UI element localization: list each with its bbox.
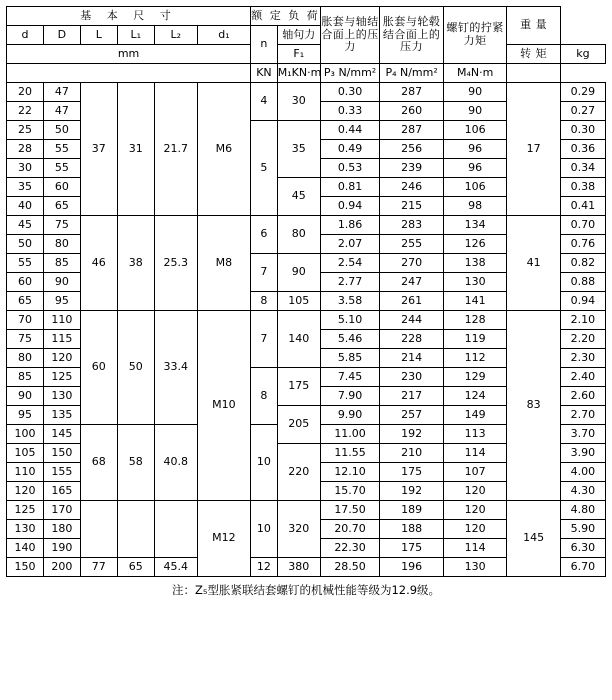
- cell-p3: 230: [380, 368, 444, 387]
- cell-d: 25: [7, 121, 44, 140]
- cell-d: 35: [7, 178, 44, 197]
- cell-D: 47: [43, 83, 80, 102]
- cell-p4: 98: [443, 197, 507, 216]
- cell-p3: 287: [380, 83, 444, 102]
- cell-d: 105: [7, 444, 44, 463]
- cell-L2: 21.7: [154, 83, 197, 216]
- cell-torque: 2.54: [320, 254, 379, 273]
- cell-p4: 107: [443, 463, 507, 482]
- cell-p3: 246: [380, 178, 444, 197]
- cell-d: 100: [7, 425, 44, 444]
- cell-p3: 214: [380, 349, 444, 368]
- cell-kg: 0.70: [560, 216, 605, 235]
- cell-torque: 1.86: [320, 216, 379, 235]
- cell-D: 130: [43, 387, 80, 406]
- cell-p3: 175: [380, 463, 444, 482]
- header-D: D: [43, 26, 80, 45]
- cell-torque: 5.10: [320, 311, 379, 330]
- cell-p4: 126: [443, 235, 507, 254]
- cell-D: 47: [43, 102, 80, 121]
- cell-d: 95: [7, 406, 44, 425]
- cell-torque: 5.85: [320, 349, 379, 368]
- cell-kg: 6.30: [560, 539, 605, 558]
- header-screw-symbol: M₄N·m: [443, 64, 507, 83]
- cell-D: 55: [43, 140, 80, 159]
- cell-F1: 45: [277, 178, 320, 216]
- cell-L: 68: [80, 425, 117, 501]
- cell-n: 12: [251, 558, 278, 577]
- cell-d: 90: [7, 387, 44, 406]
- header-torque-symbol: M₁KN·m: [277, 64, 320, 83]
- header-spacer: [7, 64, 251, 83]
- cell-torque: 11.00: [320, 425, 379, 444]
- header-axial-symbol: F₁: [277, 45, 320, 64]
- cell-p4: 113: [443, 425, 507, 444]
- header-d1: d₁: [197, 26, 250, 45]
- cell-D: 180: [43, 520, 80, 539]
- cell-torque: 9.90: [320, 406, 379, 425]
- cell-p4: 128: [443, 311, 507, 330]
- cell-d: 50: [7, 235, 44, 254]
- cell-d: 85: [7, 368, 44, 387]
- cell-p3: 192: [380, 482, 444, 501]
- cell-p4: 114: [443, 539, 507, 558]
- cell-d: 140: [7, 539, 44, 558]
- cell-p4: 124: [443, 387, 507, 406]
- cell-p3: 192: [380, 425, 444, 444]
- cell-L1: 38: [117, 216, 154, 311]
- cell-kg: 0.38: [560, 178, 605, 197]
- cell-torque: 0.44: [320, 121, 379, 140]
- cell-torque: 3.58: [320, 292, 379, 311]
- cell-L1: 31: [117, 83, 154, 216]
- cell-n: 4: [251, 83, 278, 121]
- table-row: [7, 83, 606, 102]
- cell-p4: 120: [443, 482, 507, 501]
- cell-M4: 41: [507, 216, 560, 311]
- cell-p3: 215: [380, 197, 444, 216]
- cell-kg: 2.70: [560, 406, 605, 425]
- cell-d: 40: [7, 197, 44, 216]
- cell-p3: 270: [380, 254, 444, 273]
- cell-kg: 0.76: [560, 235, 605, 254]
- cell-kg: 0.41: [560, 197, 605, 216]
- header-L1: L₁: [117, 26, 154, 45]
- cell-p3: 196: [380, 558, 444, 577]
- cell-p3: 217: [380, 387, 444, 406]
- header-torque: 转 矩: [507, 45, 560, 64]
- header-row-1: [7, 7, 606, 26]
- cell-p3: 261: [380, 292, 444, 311]
- cell-d: 150: [7, 558, 44, 577]
- cell-F1: 205: [277, 406, 320, 444]
- cell-L: 37: [80, 83, 117, 216]
- cell-L1-empty: [117, 501, 154, 558]
- cell-torque: 0.81: [320, 178, 379, 197]
- cell-D: 145: [43, 425, 80, 444]
- cell-D: 120: [43, 349, 80, 368]
- cell-torque: 0.53: [320, 159, 379, 178]
- cell-torque: 2.77: [320, 273, 379, 292]
- cell-F1: 220: [277, 444, 320, 501]
- cell-D: 170: [43, 501, 80, 520]
- cell-kg: 2.20: [560, 330, 605, 349]
- cell-p3: 247: [380, 273, 444, 292]
- cell-kg: 2.40: [560, 368, 605, 387]
- cell-kg: 2.60: [560, 387, 605, 406]
- cell-n: 5: [251, 121, 278, 216]
- cell-kg: 5.90: [560, 520, 605, 539]
- cell-F1: 80: [277, 216, 320, 254]
- cell-D: 155: [43, 463, 80, 482]
- cell-L2: 33.4: [154, 311, 197, 425]
- cell-p3: 257: [380, 406, 444, 425]
- header-axial-unit: KN: [251, 64, 278, 83]
- cell-D: 50: [43, 121, 80, 140]
- header-p3: 胀套与轴结合面上的压力: [320, 7, 379, 64]
- cell-D: 200: [43, 558, 80, 577]
- cell-torque: 11.55: [320, 444, 379, 463]
- cell-p3: 244: [380, 311, 444, 330]
- cell-torque: 5.46: [320, 330, 379, 349]
- header-n: n: [251, 26, 278, 64]
- cell-p4: 138: [443, 254, 507, 273]
- cell-d1: M10: [197, 311, 250, 501]
- cell-L: 60: [80, 311, 117, 425]
- cell-torque: 0.49: [320, 140, 379, 159]
- cell-kg: 0.88: [560, 273, 605, 292]
- cell-D: 95: [43, 292, 80, 311]
- header-screw-torque: 螺钉的拧紧力矩: [443, 7, 507, 64]
- cell-p4: 129: [443, 368, 507, 387]
- cell-d: 75: [7, 330, 44, 349]
- cell-D: 60: [43, 178, 80, 197]
- cell-L1: 65: [117, 558, 154, 577]
- cell-torque: 7.45: [320, 368, 379, 387]
- cell-p3: 175: [380, 539, 444, 558]
- cell-F1: 380: [277, 558, 320, 577]
- cell-L2: 45.4: [154, 558, 197, 577]
- header-group-load: 额 定 负 荷: [251, 7, 321, 26]
- header-weight-unit: kg: [560, 45, 605, 64]
- cell-kg: 4.00: [560, 463, 605, 482]
- cell-p3: 256: [380, 140, 444, 159]
- cell-d: 20: [7, 83, 44, 102]
- cell-d: 45: [7, 216, 44, 235]
- cell-L2: 40.8: [154, 425, 197, 501]
- cell-n: 8: [251, 368, 278, 425]
- header-d: d: [7, 26, 44, 45]
- cell-M4: 17: [507, 83, 560, 216]
- cell-D: 135: [43, 406, 80, 425]
- cell-d1: M6: [197, 83, 250, 216]
- cell-d: 125: [7, 501, 44, 520]
- header-p3-symbol: P₃ N/mm²: [320, 64, 379, 83]
- cell-p4: 119: [443, 330, 507, 349]
- cell-p3: 255: [380, 235, 444, 254]
- table-row: [7, 501, 606, 520]
- header-unit-mm: mm: [7, 45, 251, 64]
- cell-p4: 120: [443, 501, 507, 520]
- cell-F1: 105: [277, 292, 320, 311]
- cell-kg: 0.34: [560, 159, 605, 178]
- cell-F1: 30: [277, 83, 320, 121]
- cell-n: 7: [251, 254, 278, 292]
- table-note: 注：Z₅型胀紧联结套螺钉的机械性能等级为12.9级。: [171, 583, 441, 597]
- cell-p3: 189: [380, 501, 444, 520]
- cell-torque: 0.33: [320, 102, 379, 121]
- cell-D: 190: [43, 539, 80, 558]
- table-row: [7, 311, 606, 330]
- cell-torque: 12.10: [320, 463, 379, 482]
- cell-D: 65: [43, 197, 80, 216]
- cell-p4: 96: [443, 140, 507, 159]
- cell-F1: 175: [277, 368, 320, 406]
- header-group-basic: 基 本 尺 寸: [7, 7, 251, 26]
- cell-kg: 0.30: [560, 121, 605, 140]
- cell-p3: 287: [380, 121, 444, 140]
- cell-n: 10: [251, 425, 278, 501]
- cell-d1: M8: [197, 216, 250, 311]
- cell-kg: 0.27: [560, 102, 605, 121]
- cell-L-empty: [80, 501, 117, 558]
- cell-torque: 0.30: [320, 83, 379, 102]
- header-weight: 重 量: [507, 7, 560, 45]
- cell-L1: 58: [117, 425, 154, 501]
- cell-torque: 7.90: [320, 387, 379, 406]
- cell-torque: 20.70: [320, 520, 379, 539]
- cell-D: 90: [43, 273, 80, 292]
- cell-L2-empty: [154, 501, 197, 558]
- cell-kg: 0.94: [560, 292, 605, 311]
- cell-d: 110: [7, 463, 44, 482]
- header-p4: 胀套与轮毂结合面上的压力: [380, 7, 444, 64]
- cell-D: 80: [43, 235, 80, 254]
- cell-p3: 228: [380, 330, 444, 349]
- cell-p3: 188: [380, 520, 444, 539]
- cell-D: 110: [43, 311, 80, 330]
- cell-d: 130: [7, 520, 44, 539]
- cell-M4: 145: [507, 501, 560, 577]
- cell-n: 6: [251, 216, 278, 254]
- cell-d: 80: [7, 349, 44, 368]
- cell-D: 125: [43, 368, 80, 387]
- cell-n: 8: [251, 292, 278, 311]
- cell-kg: 4.30: [560, 482, 605, 501]
- cell-D: 55: [43, 159, 80, 178]
- cell-F1: 140: [277, 311, 320, 368]
- cell-p4: 130: [443, 273, 507, 292]
- cell-p3: 260: [380, 102, 444, 121]
- cell-D: 165: [43, 482, 80, 501]
- cell-d: 55: [7, 254, 44, 273]
- cell-F1: 90: [277, 254, 320, 292]
- cell-L2: 25.3: [154, 216, 197, 311]
- cell-M4: 83: [507, 311, 560, 501]
- cell-d: 28: [7, 140, 44, 159]
- cell-torque: 15.70: [320, 482, 379, 501]
- cell-kg: 0.36: [560, 140, 605, 159]
- cell-kg: 4.80: [560, 501, 605, 520]
- cell-n: 7: [251, 311, 278, 368]
- header-weight-spacer: [507, 64, 560, 83]
- cell-kg: 6.70: [560, 558, 605, 577]
- header-p4-symbol: P₄ N/mm²: [380, 64, 444, 83]
- header-row-3: [7, 45, 606, 64]
- cell-n: 10: [251, 501, 278, 558]
- cell-p4: 149: [443, 406, 507, 425]
- cell-d: 30: [7, 159, 44, 178]
- cell-kg: 2.10: [560, 311, 605, 330]
- cell-p3: 239: [380, 159, 444, 178]
- cell-kg: 0.82: [560, 254, 605, 273]
- cell-L: 77: [80, 558, 117, 577]
- cell-torque: 28.50: [320, 558, 379, 577]
- cell-p3: 210: [380, 444, 444, 463]
- cell-kg: 3.70: [560, 425, 605, 444]
- cell-torque: 22.30: [320, 539, 379, 558]
- header-axial-force: 轴句力: [277, 26, 320, 45]
- cell-p4: 96: [443, 159, 507, 178]
- cell-torque: 17.50: [320, 501, 379, 520]
- cell-p4: 130: [443, 558, 507, 577]
- cell-d: 22: [7, 102, 44, 121]
- cell-torque: 2.07: [320, 235, 379, 254]
- cell-kg: 2.30: [560, 349, 605, 368]
- header-L: L: [80, 26, 117, 45]
- cell-p4: 106: [443, 121, 507, 140]
- cell-p4: 141: [443, 292, 507, 311]
- cell-p4: 120: [443, 520, 507, 539]
- cell-p4: 114: [443, 444, 507, 463]
- table-row: [7, 216, 606, 235]
- cell-D: 85: [43, 254, 80, 273]
- cell-F1: 35: [277, 121, 320, 178]
- cell-d1: M12: [197, 501, 250, 577]
- header-L2: L₂: [154, 26, 197, 45]
- cell-p4: 90: [443, 102, 507, 121]
- cell-d: 65: [7, 292, 44, 311]
- cell-D: 150: [43, 444, 80, 463]
- cell-p3: 283: [380, 216, 444, 235]
- specification-table: [6, 6, 606, 577]
- cell-kg: 3.90: [560, 444, 605, 463]
- cell-D: 75: [43, 216, 80, 235]
- cell-L: 46: [80, 216, 117, 311]
- cell-torque: 0.94: [320, 197, 379, 216]
- cell-p4: 134: [443, 216, 507, 235]
- cell-d: 120: [7, 482, 44, 501]
- cell-p4: 112: [443, 349, 507, 368]
- cell-kg: 0.29: [560, 83, 605, 102]
- cell-D: 115: [43, 330, 80, 349]
- cell-p4: 90: [443, 83, 507, 102]
- cell-p4: 106: [443, 178, 507, 197]
- cell-L1: 50: [117, 311, 154, 425]
- cell-F1: 320: [277, 501, 320, 558]
- header-symbol-row: [7, 64, 606, 83]
- cell-d: 60: [7, 273, 44, 292]
- cell-d: 70: [7, 311, 44, 330]
